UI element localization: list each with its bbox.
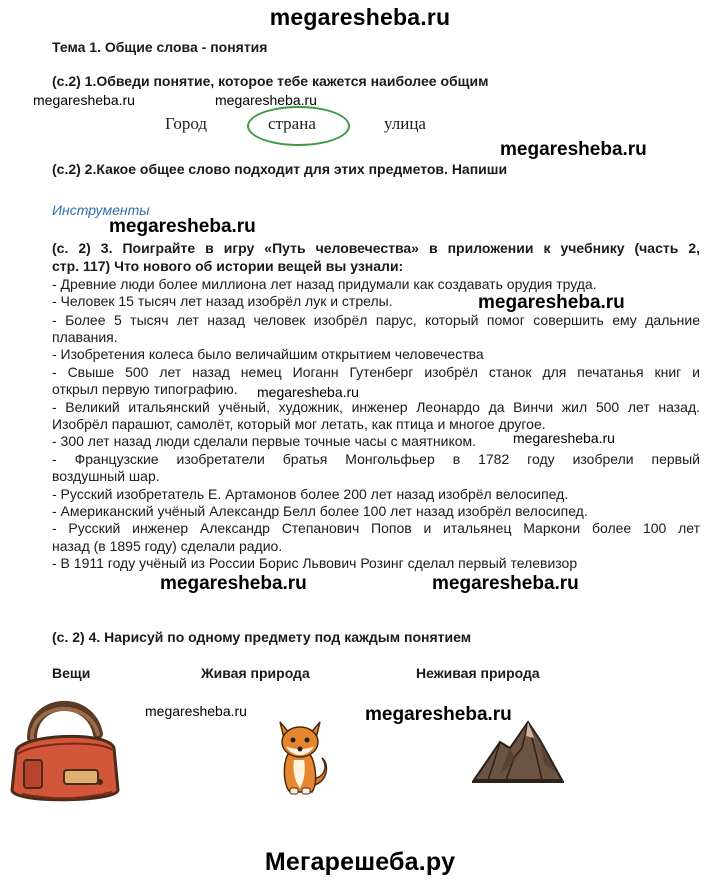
watermark-small: megaresheba.ru xyxy=(215,92,317,108)
watermark-mid: megaresheba.ru xyxy=(478,292,625,313)
text-line: Изобрёл парашют, самолёт, который мог летать, как птица и многое другое. xyxy=(52,416,546,432)
text-line: - Великий итальянский учёный, художник, инженер Леонардо да Винчи жил 500 лет назад. xyxy=(52,399,700,415)
task2-answer: Инструменты xyxy=(52,202,150,218)
category-label: Неживая природа xyxy=(416,665,540,681)
text-line: - В 1911 году учёный из России Борис Львович Розинг сделал первый телевизор xyxy=(52,555,578,571)
watermark-mid: megaresheba.ru xyxy=(160,573,307,594)
text-line: - Русский инженер Александр Степанович Попов и итальянец Маркони более 100 лет xyxy=(52,520,700,536)
watermark-mid: megaresheba.ru xyxy=(432,573,579,594)
topic-heading: Тема 1. Общие слова - понятия xyxy=(52,39,268,55)
text-line: - Русский изобретатель Е. Артамонов более 200 лет назад изобрёл велосипед. xyxy=(52,486,569,502)
text-line: - 300 лет назад люди сделали первые точные часы с маятником. xyxy=(52,433,477,449)
text-line: воздушный шар. xyxy=(52,468,160,484)
watermark-mid: megaresheba.ru xyxy=(500,139,647,160)
task1-title: (с.2) 1.Обведи понятие, которое тебе кажется наиболее общим xyxy=(52,73,489,89)
category-label: Вещи xyxy=(52,665,91,681)
text-line: - Человек 15 тысяч лет назад изобрёл лук и стрелы. xyxy=(52,293,393,309)
bag-icon xyxy=(2,690,127,810)
fox-icon xyxy=(270,714,332,796)
watermark-small: megaresheba.ru xyxy=(513,430,615,446)
text-line: назад (в 1895 году) сделали радио. xyxy=(52,538,283,554)
category-label: Живая природа xyxy=(201,665,310,681)
text-line: - Изобретения колеса было величайшим открытием человечества xyxy=(52,346,484,362)
task4-title: (с. 2) 4. Нарисуй по одному предмету под каждым понятием xyxy=(52,629,472,645)
watermark-small: megaresheba.ru xyxy=(257,384,359,400)
watermark-mid: megaresheba.ru xyxy=(365,704,512,725)
word-option[interactable]: Город xyxy=(165,114,207,133)
watermark-top: megaresheba.ru xyxy=(269,4,451,30)
task3-title-cont: стр. 117) Что нового об истории вещей вы узнали: xyxy=(52,258,404,274)
task2-title: (с.2) 2.Какое общее слово подходит для этих предметов. Напиши xyxy=(52,161,508,177)
text-line: открыл первую типографию. xyxy=(52,381,238,397)
watermark-small: megaresheba.ru xyxy=(33,92,135,108)
mountain-icon xyxy=(470,718,566,786)
word-option-selected[interactable]: страна xyxy=(268,114,316,133)
watermark-mid: megaresheba.ru xyxy=(109,216,256,237)
text-line: - Американский учёный Александр Белл более 100 лет назад изобрёл велосипед. xyxy=(52,503,588,519)
word-option[interactable]: улица xyxy=(384,114,426,133)
text-line: - Свыше 500 лет назад немец Иоганн Гутенберг изобрёл станок для печатанья книг и xyxy=(52,364,700,380)
text-line: - Древние люди более миллиона лет назад придумали как создавать орудия труда. xyxy=(52,276,597,292)
text-line: плавания. xyxy=(52,329,118,345)
text-line: - Более 5 тысяч лет назад человек изобрёл парус, который помог совершить ему дальние xyxy=(52,312,700,328)
task3-title: (с. 2) 3. Поиграйте в игру «Путь человечества» в приложении к учебнику (часть 2, xyxy=(52,240,700,256)
footer-title: Мегарешеба.ру xyxy=(264,848,456,876)
watermark-small: megaresheba.ru xyxy=(145,703,247,719)
text-line: - Французские изобретатели братья Монгольфьер в 1782 году изобрели первый xyxy=(52,451,700,467)
